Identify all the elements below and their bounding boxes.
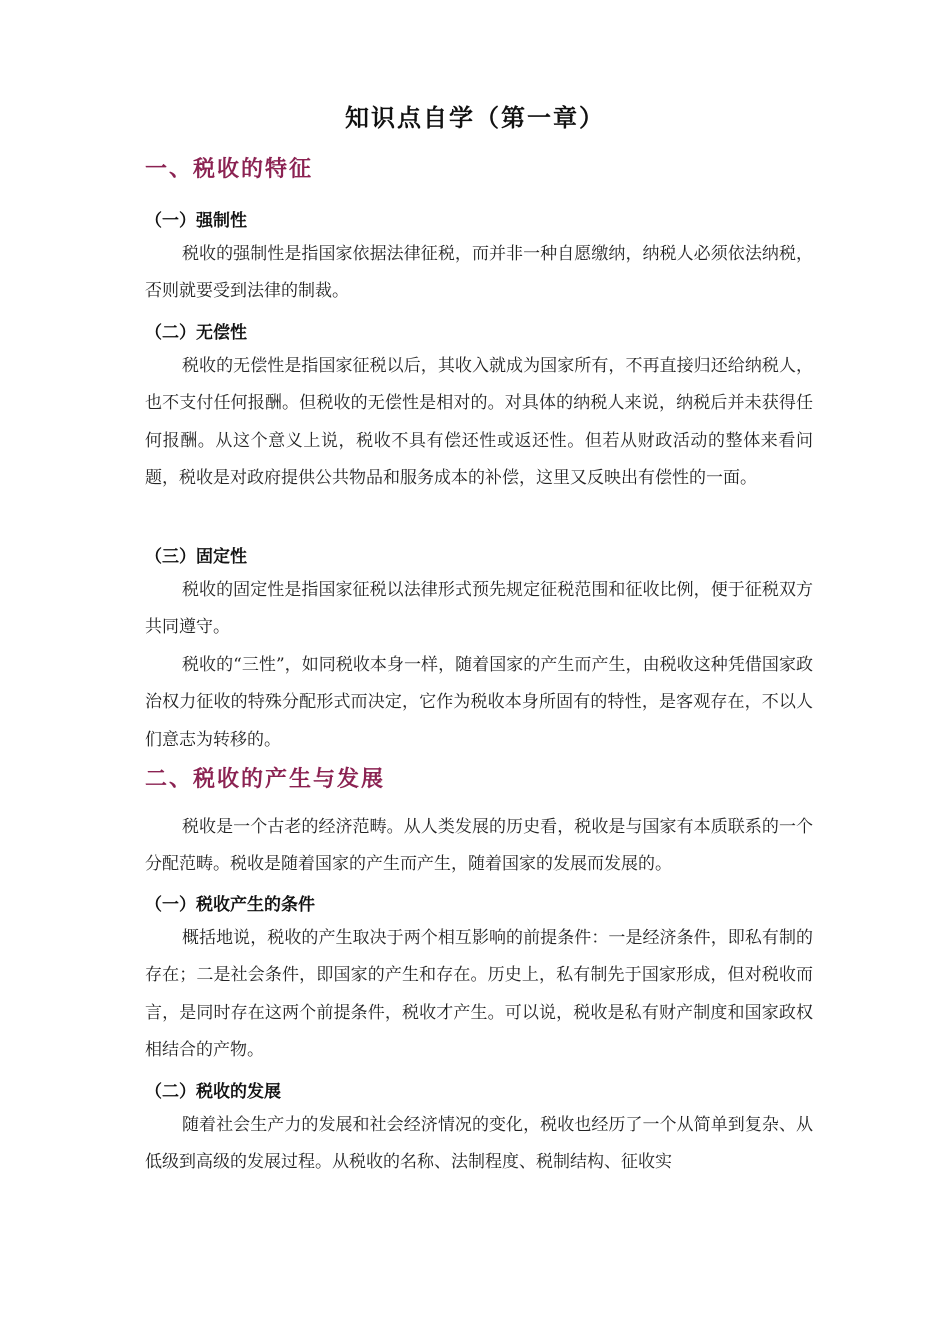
- subheading-fixed: （三）固定性: [145, 547, 247, 567]
- subheading-development: （二）税收的发展: [145, 1082, 281, 1102]
- paragraph-three-properties: 税收的“三性”，如同税收本身一样，随着国家的产生而产生，由税收这种凭借国家政治权力征收的特殊分配形式而决定，它作为税收本身所固有的特性，是客观存在，不以人们意志为转移的。: [145, 655, 813, 750]
- section-heading-origin-development: 二、税收的产生与发展: [145, 767, 386, 792]
- page-title: 知识点自学（第一章）: [345, 104, 605, 132]
- subheading-origin-conditions: （一）税收产生的条件: [145, 895, 315, 915]
- section-heading-tax-characteristics: 一、税收的特征: [145, 157, 314, 182]
- paragraph-development: 随着社会生产力的发展和社会经济情况的变化，税收也经历了一个从简单到复杂、从低级到高级的发展过程。从税收的名称、法制程度、税制结构、征收实: [145, 1115, 813, 1173]
- paragraph-origin-conditions: 概括地说，税收的产生取决于两个相互影响的前提条件：一是经济条件，即私有制的存在；二是社会条件，即国家的产生和存在。历史上，私有制先于国家形成，但对税收而言，是同时存在这两个前提条件，税收才产生。可以说，税收是私有财产制度和国家政权相结合的产物。: [145, 928, 813, 1061]
- paragraph-origin-intro: 税收是一个古老的经济范畴。从人类发展的历史看，税收是与国家有本质联系的一个分配范畴。税收是随着国家的产生而产生，随着国家的发展而发展的。: [145, 817, 813, 875]
- paragraph-gratuitous: 税收的无偿性是指国家征税以后，其收入就成为国家所有，不再直接归还给纳税人，也不支付任何报酬。但税收的无偿性是相对的。对具体的纳税人来说，纳税后并未获得任何报酬。从这个意义上说，税收不具有偿还性或返还性。但若从财政活动的整体来看问题，税收是对政府提供公共物品和服务成本的补偿，这里又反映出有偿性的一面。: [145, 356, 813, 489]
- paragraph-compulsory: 税收的强制性是指国家依据法律征税，而并非一种自愿缴纳，纳税人必须依法纳税，否则就要受到法律的制裁。: [145, 244, 813, 302]
- subheading-gratuitous: （二）无偿性: [145, 323, 247, 343]
- paragraph-fixed: 税收的固定性是指国家征税以法律形式预先规定征税范围和征收比例，便于征税双方共同遵守。: [145, 580, 813, 638]
- subheading-compulsory: （一）强制性: [145, 211, 247, 231]
